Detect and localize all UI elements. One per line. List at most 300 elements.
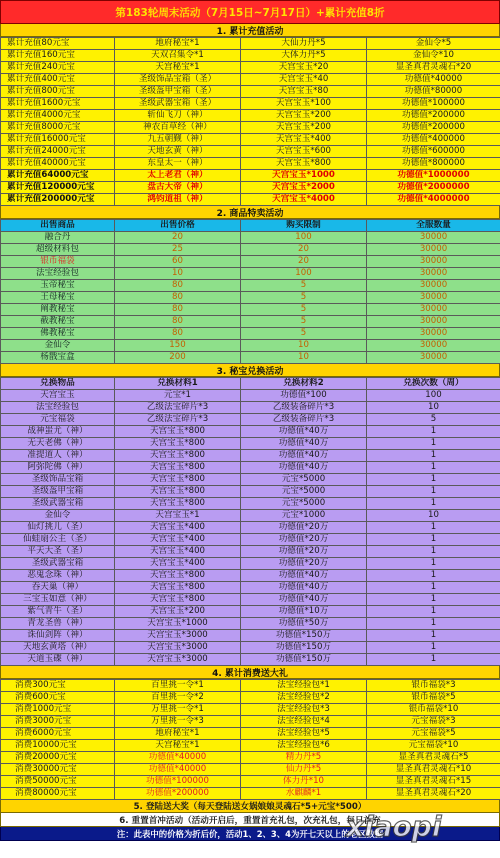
table-cell: 10 [367, 402, 500, 414]
table-cell: 功德值*400000 [367, 134, 500, 146]
table-row [1, 462, 500, 474]
table-cell: 1 [367, 654, 500, 666]
table-cell: 1 [367, 426, 500, 438]
table-row [1, 158, 500, 170]
table-cell: 功德值*50万 [241, 618, 367, 630]
table-cell: 万里挑一令*3 [115, 716, 241, 728]
table-cell: 30000 [367, 352, 500, 364]
table-cell: 5 [241, 328, 367, 340]
table-cell: 银币福袋*10 [367, 704, 500, 716]
table-cell: 功德值*150万 [241, 642, 367, 654]
table-cell: 功德值*10万 [241, 606, 367, 618]
table-cell: 25 [115, 244, 241, 256]
table-row [1, 704, 500, 716]
table-cell: 仙蛙扇公主（圣） [1, 534, 115, 546]
table-cell: 天宫宝玉*800 [241, 158, 367, 170]
table-cell: 天宫宝玉*800 [115, 570, 241, 582]
table-row [1, 764, 500, 776]
table-cell: 消费50000元宝 [1, 776, 115, 788]
table-cell: 天宫宝玉*800 [115, 450, 241, 462]
recharge-table [0, 37, 500, 206]
table-cell: 功德值*100000 [115, 776, 241, 788]
table-row [1, 740, 500, 752]
table-row [1, 134, 500, 146]
table-cell: 100 [241, 268, 367, 280]
table-cell: 兑换物品 [1, 378, 115, 390]
table-cell: 1 [367, 534, 500, 546]
table-row [1, 728, 500, 740]
table-cell: 仙灯挑儿（圣） [1, 522, 115, 534]
table-cell: 体力丹*10 [241, 776, 367, 788]
table-cell: 准提道人（神） [1, 450, 115, 462]
table-cell: 天宫宝玉*3000 [115, 654, 241, 666]
table-cell: 万里挑一令*1 [115, 704, 241, 716]
table-cell: 太上老君（神） [115, 170, 241, 182]
table-row [1, 316, 500, 328]
table-cell: 银币福袋*5 [367, 692, 500, 704]
table-cell: 元宝*5000 [241, 486, 367, 498]
page-title: 第183轮周末活动（7月15日~7月17日）+累计充值8折 [0, 0, 500, 24]
table-row [1, 788, 500, 800]
table-row [1, 414, 500, 426]
table-cell: 鸿钧道祖（神） [115, 194, 241, 206]
table-cell: 消费600元宝 [1, 692, 115, 704]
table-cell: 5 [367, 414, 500, 426]
table-cell: 10 [115, 268, 241, 280]
table-cell: 1 [367, 498, 500, 510]
table-cell: 功德值*40万 [241, 570, 367, 582]
table-cell: 功德值*200000 [367, 110, 500, 122]
table-cell: 功德值*40万 [241, 582, 367, 594]
table-cell: 功德值*100000 [367, 98, 500, 110]
table-cell: 30000 [367, 280, 500, 292]
table-cell: 20 [241, 244, 367, 256]
table-row [1, 534, 500, 546]
table-row [1, 630, 500, 642]
table-cell: 天宫宝玉*800 [115, 594, 241, 606]
table-cell: 天宫宝玉*3000 [115, 642, 241, 654]
table-row [1, 402, 500, 414]
table-cell: 消费80000元宝 [1, 788, 115, 800]
table-cell: 天宫宝玉*200 [115, 606, 241, 618]
table-cell: 150 [115, 340, 241, 352]
table-cell: 青龙圣兽（神） [1, 618, 115, 630]
table-cell: 功德值*200000 [367, 122, 500, 134]
table-cell: 乙级法宝碎片*3 [115, 402, 241, 414]
table-cell: 1 [367, 450, 500, 462]
table-cell: 功德值*150万 [241, 654, 367, 666]
table-cell: 乙级法宝碎片*3 [115, 414, 241, 426]
table-cell: 消费6000元宝 [1, 728, 115, 740]
table-row [1, 110, 500, 122]
table-cell: 法宝经验包*3 [241, 704, 367, 716]
table-cell: 法宝经验包 [1, 402, 115, 414]
table-row [1, 182, 500, 194]
table-cell: 法宝经验包*5 [241, 728, 367, 740]
table-cell: 乙级装备碎片*3 [241, 402, 367, 414]
table-cell: 1 [367, 570, 500, 582]
table-cell: 功德值*800000 [367, 158, 500, 170]
table-cell: 累计充值200000元宝 [1, 194, 115, 206]
table-cell: 30000 [367, 256, 500, 268]
table-cell: 神农百草经（神） [115, 122, 241, 134]
table-cell: 功德值*100 [241, 390, 367, 402]
table-header-row [1, 220, 500, 232]
table-row [1, 86, 500, 98]
table-cell: 累计充值800元宝 [1, 86, 115, 98]
section-heading-exchange: 3. 秘宝兑换活动 [0, 364, 500, 377]
table-row [1, 38, 500, 50]
table-cell: 累计充值240元宝 [1, 62, 115, 74]
table-cell: 百里挑一令*2 [115, 692, 241, 704]
table-cell: 30000 [367, 328, 500, 340]
table-cell: 累计充值64000元宝 [1, 170, 115, 182]
table-cell: 消费30000元宝 [1, 764, 115, 776]
table-cell: 80 [115, 328, 241, 340]
table-cell: 1 [367, 462, 500, 474]
table-cell: 200 [115, 352, 241, 364]
table-cell: 地府秘宝*1 [115, 38, 241, 50]
table-cell: 水麒麟*1 [241, 788, 367, 800]
table-cell: 1 [367, 474, 500, 486]
table-cell: 三宝玉如意（神） [1, 594, 115, 606]
table-cell: 天宫宝玉*800 [115, 582, 241, 594]
table-cell: 阿弥陀佛（神） [1, 462, 115, 474]
table-cell: 盘古大帝（神） [115, 182, 241, 194]
table-cell: 30000 [367, 316, 500, 328]
table-row [1, 292, 500, 304]
table-cell: 元宝*5000 [241, 498, 367, 510]
table-cell: 元宝*5000 [241, 474, 367, 486]
table-cell: 购买限制 [241, 220, 367, 232]
table-cell: 功德值*200000 [115, 788, 241, 800]
table-row [1, 268, 500, 280]
table-cell: 天宫宝玉*400 [241, 134, 367, 146]
table-cell: 斩仙飞刀（神） [115, 110, 241, 122]
table-cell: 百里挑一令*1 [115, 680, 241, 692]
table-row [1, 546, 500, 558]
table-cell: 天宫宝玉*800 [115, 426, 241, 438]
table-cell: 累计充值400元宝 [1, 74, 115, 86]
table-cell: 20 [115, 232, 241, 244]
table-cell: 天宫宝玉*1000 [241, 170, 367, 182]
table-cell: 1 [367, 642, 500, 654]
table-cell: 天宫宝玉*3000 [115, 630, 241, 642]
table-cell: 1 [367, 486, 500, 498]
table-cell: 恶鬼念珠（神） [1, 570, 115, 582]
table-cell: 功德值*40万 [241, 594, 367, 606]
table-cell: 消费20000元宝 [1, 752, 115, 764]
table-cell: 累计充值40000元宝 [1, 158, 115, 170]
table-row [1, 498, 500, 510]
table-cell: 功德值*20万 [241, 546, 367, 558]
table-cell: 功德值*80000 [367, 86, 500, 98]
table-cell: 30000 [367, 304, 500, 316]
table-cell: 消费3000元宝 [1, 716, 115, 728]
table-cell: 100 [241, 232, 367, 244]
table-cell: 天宫宝玉*800 [115, 462, 241, 474]
table-row [1, 594, 500, 606]
table-row [1, 680, 500, 692]
table-cell: 天宫宝玉*20 [241, 62, 367, 74]
table-cell: 天地玄黄（神） [115, 146, 241, 158]
table-row [1, 304, 500, 316]
table-cell: 杨戬宝盒 [1, 352, 115, 364]
table-cell: 天宫宝玉*600 [241, 146, 367, 158]
exchange-table [0, 377, 500, 666]
table-cell: 80 [115, 292, 241, 304]
table-cell: 功德值*40万 [241, 450, 367, 462]
table-cell: 功德值*20万 [241, 558, 367, 570]
table-row [1, 122, 500, 134]
table-cell: 10 [367, 510, 500, 522]
table-row [1, 618, 500, 630]
table-cell: 无天老佛（神） [1, 438, 115, 450]
table-cell: 功德值*4000000 [367, 194, 500, 206]
table-cell: 累计充值8000元宝 [1, 122, 115, 134]
table-cell: 功德值*600000 [367, 146, 500, 158]
table-cell: 30000 [367, 292, 500, 304]
table-cell: 累计充值1600元宝 [1, 98, 115, 110]
table-row [1, 146, 500, 158]
table-cell: 大体力丹*5 [241, 50, 367, 62]
table-cell: 金仙令*10 [367, 50, 500, 62]
table-row [1, 390, 500, 402]
table-cell: 累计充值4000元宝 [1, 110, 115, 122]
table-row [1, 558, 500, 570]
table-cell: 显圣真君灵魂石*15 [367, 776, 500, 788]
table-row [1, 486, 500, 498]
table-cell: 战神蚩尤（神） [1, 426, 115, 438]
svg-text:xiaopi: xiaopi [346, 810, 442, 843]
table-cell: 天宫宝玉*800 [115, 474, 241, 486]
table-cell: 功德值*20万 [241, 522, 367, 534]
price-footnote: 注：此表中的价格为折后价，活动1、2、3、4为开七天以上的老区数据 [0, 827, 500, 841]
table-cell: 功德值*1000000 [367, 170, 500, 182]
table-cell: 功德值*40000 [367, 74, 500, 86]
table-cell: 天宫宝玉 [1, 390, 115, 402]
table-cell: 乙级装备碎片*3 [241, 414, 367, 426]
table-cell: 1 [367, 546, 500, 558]
table-cell: 5 [241, 280, 367, 292]
table-cell: 兑换次数（周） [367, 378, 500, 390]
table-cell: 累计充值120000元宝 [1, 182, 115, 194]
table-cell: 元宝*1 [115, 390, 241, 402]
table-cell: 1 [367, 594, 500, 606]
table-header-row [1, 378, 500, 390]
table-cell: 显圣真君灵魂石*20 [367, 62, 500, 74]
table-cell: 1 [367, 558, 500, 570]
table-cell: 80 [115, 316, 241, 328]
section-heading-consume: 4. 累计消费送大礼 [0, 666, 500, 679]
table-cell: 圣级饰品宝箱 [1, 474, 115, 486]
table-cell: 天宫宝玉*400 [115, 534, 241, 546]
table-row [1, 606, 500, 618]
table-cell: 兑换材料2 [241, 378, 367, 390]
table-cell: 大仙力丹*5 [241, 38, 367, 50]
table-row [1, 232, 500, 244]
table-row [1, 98, 500, 110]
table-cell: 银币福袋 [1, 256, 115, 268]
table-cell: 佛教秘宝 [1, 328, 115, 340]
table-row [1, 752, 500, 764]
table-row [1, 340, 500, 352]
table-cell: 天宫宝玉*400 [115, 558, 241, 570]
table-row [1, 570, 500, 582]
table-row [1, 692, 500, 704]
table-cell: 法宝经验包*2 [241, 692, 367, 704]
table-cell: 80 [115, 280, 241, 292]
table-row [1, 522, 500, 534]
table-cell: 功德值*40000 [115, 764, 241, 776]
table-cell: 金仙令*5 [367, 38, 500, 50]
login-reward-note: 5. 登陆送大奖（每天登陆送女娲娘娘灵魂石*5+元宝*500） [0, 800, 500, 813]
table-row [1, 62, 500, 74]
table-cell: 功德值*40万 [241, 426, 367, 438]
table-cell: 30000 [367, 268, 500, 280]
table-cell: 圣级盔甲宝箱（圣） [115, 86, 241, 98]
table-row [1, 280, 500, 292]
table-row [1, 438, 500, 450]
table-cell: 精力丹*5 [241, 752, 367, 764]
table-cell: 元宝福袋*10 [367, 740, 500, 752]
table-cell: 全服数量 [367, 220, 500, 232]
table-cell: 玉帝秘宝 [1, 280, 115, 292]
table-cell: 消费10000元宝 [1, 740, 115, 752]
table-cell: 银币福袋*3 [367, 680, 500, 692]
table-cell: 显圣真君灵魂石*10 [367, 764, 500, 776]
table-cell: 出售价格 [115, 220, 241, 232]
table-cell: 金仙令 [1, 510, 115, 522]
table-cell: 5 [241, 304, 367, 316]
table-cell: 元宝福袋*5 [367, 728, 500, 740]
table-cell: 1 [367, 582, 500, 594]
table-cell: 圣级饰品宝箱（圣） [115, 74, 241, 86]
table-cell: 天宫宝玉*80 [241, 86, 367, 98]
table-cell: 东皇太一（神） [115, 158, 241, 170]
table-cell: 兑换材料1 [115, 378, 241, 390]
table-cell: 显圣真君灵魂石*5 [367, 752, 500, 764]
table-cell: 功德值*2000000 [367, 182, 500, 194]
section-heading-sale: 2. 商品特卖活动 [0, 206, 500, 219]
table-cell: 圣级武器宝箱（圣） [115, 98, 241, 110]
table-row [1, 776, 500, 788]
table-cell: 功德值*150万 [241, 630, 367, 642]
table-cell: 天宫宝玉*800 [115, 498, 241, 510]
table-cell: 圣级盔甲宝箱 [1, 486, 115, 498]
table-cell: 天地玄黄塔（神） [1, 642, 115, 654]
table-cell: 融合丹 [1, 232, 115, 244]
table-cell: 圣级武器宝箱 [1, 558, 115, 570]
table-cell: 吞天巢（神） [1, 582, 115, 594]
table-cell: 九五朝觐（神） [115, 134, 241, 146]
sale-table [0, 219, 500, 364]
table-cell: 法宝经验包*4 [241, 716, 367, 728]
table-cell: 功德值*40万 [241, 462, 367, 474]
table-row [1, 328, 500, 340]
table-row [1, 510, 500, 522]
table-cell: 消费300元宝 [1, 680, 115, 692]
table-row [1, 450, 500, 462]
table-row [1, 50, 500, 62]
table-cell: 出售商品 [1, 220, 115, 232]
table-cell: 元宝福袋*3 [367, 716, 500, 728]
table-cell: 诛仙剑阵（神） [1, 630, 115, 642]
table-row [1, 716, 500, 728]
table-cell: 100 [367, 390, 500, 402]
table-cell: 1 [367, 630, 500, 642]
table-cell: 地府秘宝*1 [115, 728, 241, 740]
table-cell: 天道玉碟（神） [1, 654, 115, 666]
table-cell: 元宝*1000 [241, 510, 367, 522]
table-cell: 王母秘宝 [1, 292, 115, 304]
table-row [1, 426, 500, 438]
table-cell: 天宫宝玉*800 [115, 438, 241, 450]
table-cell: 20 [241, 256, 367, 268]
table-cell: 1 [367, 438, 500, 450]
table-cell: 平天大圣（圣） [1, 546, 115, 558]
table-cell: 1 [367, 606, 500, 618]
table-row [1, 74, 500, 86]
table-cell: 阐教秘宝 [1, 304, 115, 316]
table-row [1, 642, 500, 654]
table-cell: 累计充值24000元宝 [1, 146, 115, 158]
table-cell: 80 [115, 304, 241, 316]
table-row [1, 582, 500, 594]
table-cell: 天宫宝玉*1000 [115, 618, 241, 630]
table-cell: 显圣真君灵魂石*20 [367, 788, 500, 800]
table-cell: 天宫宝玉*4000 [241, 194, 367, 206]
table-cell: 1 [367, 522, 500, 534]
first-charge-reset-note: 6. 重置首冲活动（活动开启后，重置首充礼包，次充礼包，每日首充 [0, 813, 500, 827]
table-row [1, 244, 500, 256]
table-cell: 5 [241, 316, 367, 328]
table-cell: 消费1000元宝 [1, 704, 115, 716]
table-cell: 5 [241, 292, 367, 304]
table-cell: 累计充值160元宝 [1, 50, 115, 62]
table-cell: 天宫秘宝*1 [115, 740, 241, 752]
table-cell: 天宫秘宝*1 [115, 62, 241, 74]
table-cell: 截教秘宝 [1, 316, 115, 328]
table-row [1, 170, 500, 182]
table-cell: 天宫宝玉*100 [241, 98, 367, 110]
table-cell: 功德值*20万 [241, 534, 367, 546]
table-cell: 累计充值16000元宝 [1, 134, 115, 146]
table-row [1, 654, 500, 666]
table-cell: 超级材料包 [1, 244, 115, 256]
table-cell: 紫气青牛（圣） [1, 606, 115, 618]
table-cell: 天双召集令*1 [115, 50, 241, 62]
table-cell: 天宫宝玉*400 [115, 546, 241, 558]
table-cell: 功德值*40万 [241, 438, 367, 450]
consume-table [0, 679, 500, 800]
table-row [1, 256, 500, 268]
table-cell: 10 [241, 352, 367, 364]
table-cell: 功德值*40000 [115, 752, 241, 764]
table-row [1, 474, 500, 486]
table-cell: 30000 [367, 232, 500, 244]
table-cell: 30000 [367, 340, 500, 352]
table-cell: 仙力丹*5 [241, 764, 367, 776]
table-cell: 天宫宝玉*200 [241, 122, 367, 134]
table-cell: 法宝经验包*6 [241, 740, 367, 752]
table-cell: 法宝经验包*1 [241, 680, 367, 692]
table-cell: 累计充值80元宝 [1, 38, 115, 50]
section-heading-recharge: 1. 累计充值活动 [0, 24, 500, 37]
table-cell: 天宫宝玉*1 [115, 510, 241, 522]
table-cell: 金仙令 [1, 340, 115, 352]
table-cell: 元宝福袋 [1, 414, 115, 426]
